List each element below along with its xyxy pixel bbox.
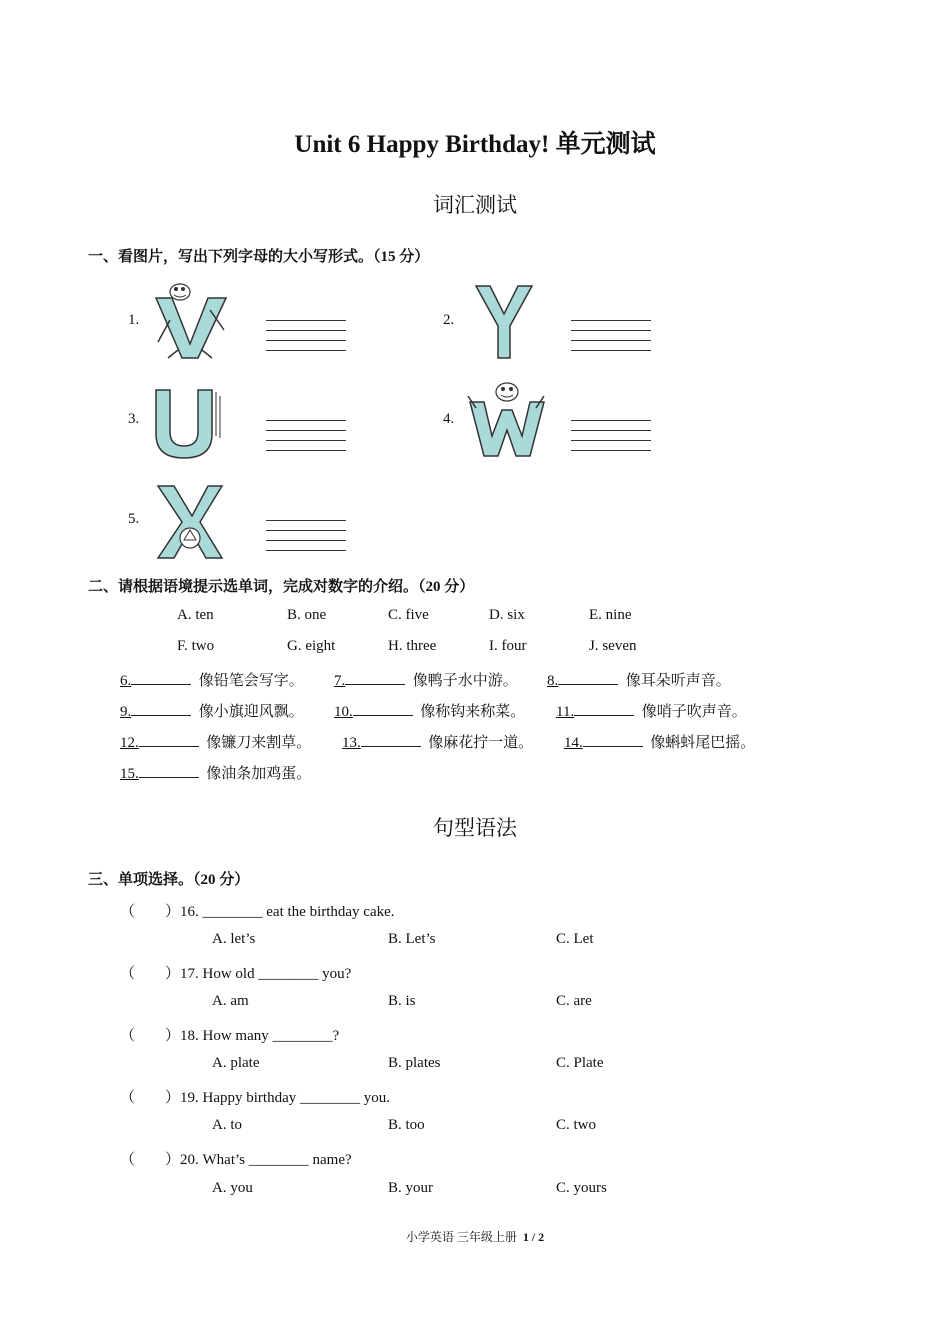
option-a: A. ten: [177, 607, 214, 623]
writing-lines-1[interactable]: [266, 320, 346, 354]
mc-option: B. is: [388, 993, 416, 1009]
fill-item: 6. 像铅笔会写字。: [120, 669, 304, 690]
letter-y-image: [466, 280, 548, 362]
fill-item: 10. 像称钩来称菜。: [334, 700, 525, 721]
writing-lines-2[interactable]: [571, 320, 651, 354]
answer-blank[interactable]: [139, 732, 199, 747]
option-c: C. five: [388, 607, 429, 623]
mc-option: C. yours: [556, 1180, 607, 1196]
writing-lines-4[interactable]: [571, 420, 651, 454]
answer-blank[interactable]: [361, 732, 421, 747]
answer-blank[interactable]: [345, 670, 405, 685]
option-d: D. six: [489, 607, 525, 623]
item-number: 4.: [443, 411, 455, 427]
letter-v-frog-image: [150, 280, 232, 362]
item-number: 5.: [128, 511, 140, 527]
fill-item: 14. 像蝌蚪尾巴摇。: [564, 731, 755, 752]
fill-item: 15. 像油条加鸡蛋。: [120, 762, 311, 783]
answer-parenthesis[interactable]: （ ）: [120, 904, 181, 920]
option-j: J. seven: [589, 638, 637, 654]
option-i: I. four: [489, 638, 527, 654]
option-f: F. two: [177, 638, 215, 654]
answer-blank[interactable]: [139, 763, 199, 778]
option-h: H. three: [388, 638, 437, 654]
mc-option: A. to: [212, 1117, 242, 1133]
answer-blank[interactable]: [131, 670, 191, 685]
fill-item: 7. 像鸭子水中游。: [334, 669, 518, 690]
writing-lines-3[interactable]: [266, 420, 346, 454]
mc-question-18: （ ）18. How many ________?: [120, 1028, 340, 1044]
mc-option: C. Let: [556, 931, 594, 947]
writing-lines-5[interactable]: [266, 520, 346, 554]
page-title: Unit 6 Happy Birthday! 单元测试: [294, 131, 656, 158]
mc-option: A. you: [212, 1180, 253, 1196]
footer-subject: 小学英语 三年级上册: [405, 1230, 517, 1244]
mc-option: C. are: [556, 993, 592, 1009]
item-number: 3.: [128, 411, 140, 427]
item-number: 1.: [128, 312, 140, 328]
answer-blank[interactable]: [558, 670, 618, 685]
fill-item: 13. 像麻花拧一道。: [342, 731, 533, 752]
mc-question-20: （ ）20. What’s ________ name?: [120, 1152, 352, 1168]
section-heading-vocab: 词汇测试: [433, 193, 517, 217]
section-heading-grammar: 句型语法: [433, 816, 517, 840]
item-number: 2.: [443, 312, 455, 328]
fill-item: 9. 像小旗迎风飘。: [120, 700, 304, 721]
mc-question-16: （ ）16. ________ eat the birthday cake.: [120, 904, 395, 920]
mc-question-19: （ ）19. Happy birthday ________ you.: [120, 1090, 390, 1106]
mc-option: A. am: [212, 993, 249, 1009]
letter-w-frog-image: [466, 378, 548, 460]
page-footer: [0, 1228, 950, 1245]
mc-option: C. two: [556, 1117, 597, 1133]
option-e: E. nine: [589, 607, 632, 623]
answer-blank[interactable]: [353, 701, 413, 716]
option-g: G. eight: [287, 638, 336, 654]
question-1-heading: 一、看图片，写出下列字母的大小写形式。（15 分）: [88, 249, 430, 265]
page-number: 1 / 2: [522, 1230, 545, 1244]
answer-blank[interactable]: [583, 732, 643, 747]
answer-parenthesis[interactable]: （ ）: [120, 1152, 181, 1168]
question-2-heading: 二、请根据语境提示选单词，完成对数字的介绍。（20 分）: [88, 579, 475, 595]
mc-option: B. plates: [388, 1055, 441, 1071]
answer-parenthesis[interactable]: （ ）: [120, 1028, 181, 1044]
answer-blank[interactable]: [574, 701, 634, 716]
mc-option: A. let’s: [212, 931, 256, 947]
mc-option: B. your: [388, 1180, 433, 1196]
mc-option: B. too: [388, 1117, 425, 1133]
answer-blank[interactable]: [131, 701, 191, 716]
mc-option: B. Let’s: [388, 931, 436, 947]
mc-question-17: （ ）17. How old ________ you?: [120, 966, 352, 982]
question-3-heading: 三、单项选择。（20 分）: [88, 872, 250, 888]
mc-option: C. Plate: [556, 1055, 604, 1071]
letter-u-image: [150, 380, 232, 462]
answer-parenthesis[interactable]: （ ）: [120, 966, 181, 982]
fill-item: 11. 像哨子吹声音。: [556, 700, 747, 721]
fill-item: 8. 像耳朵听声音。: [547, 669, 731, 690]
answer-parenthesis[interactable]: （ ）: [120, 1090, 181, 1106]
option-b: B. one: [287, 607, 327, 623]
letter-x-image: [150, 480, 232, 562]
mc-option: A. plate: [212, 1055, 260, 1071]
fill-item: 12. 像镰刀来割草。: [120, 731, 311, 752]
